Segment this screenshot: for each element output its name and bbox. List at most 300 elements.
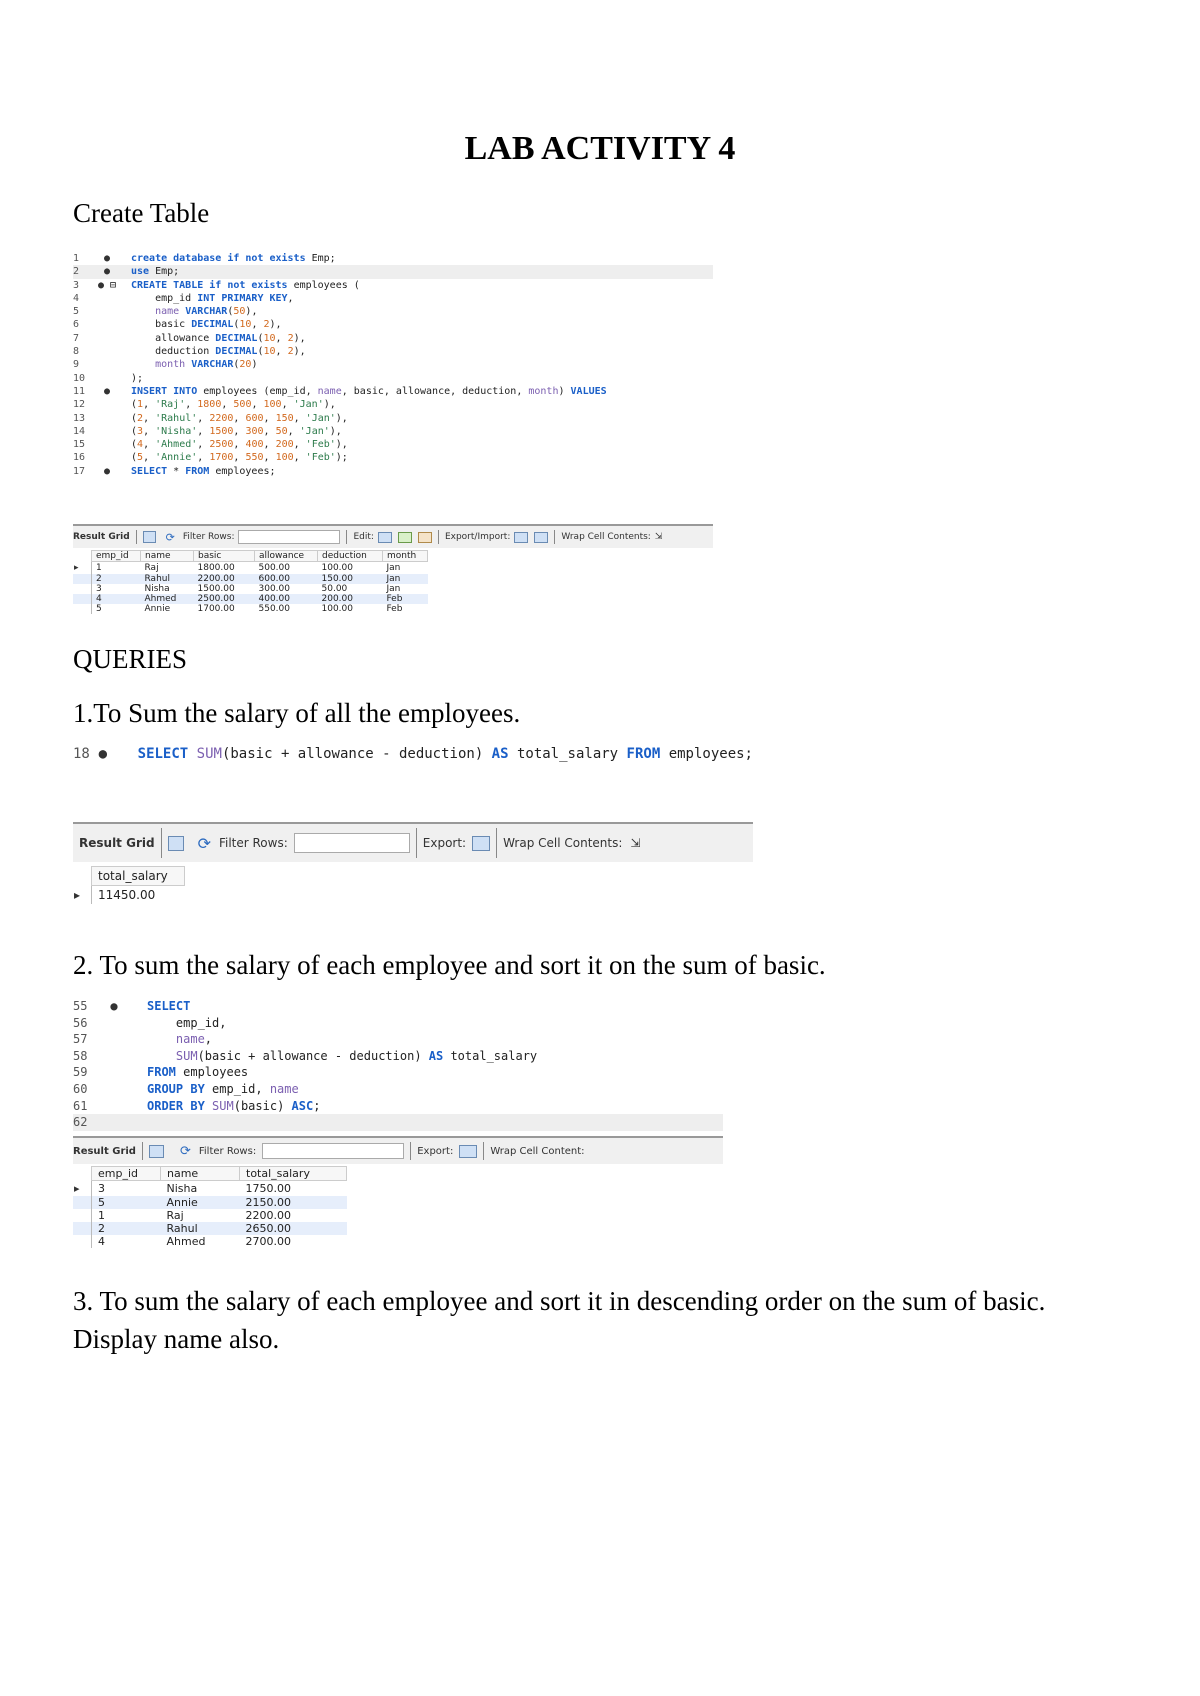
code-token: 300: [245, 425, 264, 437]
code-line[interactable]: [73, 1064, 723, 1081]
code-token: );: [335, 452, 348, 464]
table-cell[interactable]: 3: [96, 583, 102, 594]
code-token: ,: [143, 452, 156, 464]
table-cell[interactable]: 2150.00: [240, 1196, 347, 1209]
row-marker-header: [73, 1167, 92, 1181]
table-cell[interactable]: Rahul: [161, 1222, 240, 1235]
code-token: 50: [233, 306, 246, 318]
code-token: SUM: [196, 746, 222, 762]
line-number: 60: [73, 1081, 88, 1096]
code-token: ,: [251, 399, 264, 411]
line-number: 1: [73, 253, 80, 264]
code-line[interactable]: [73, 385, 713, 398]
line-number: 14: [73, 425, 86, 437]
code-token: CREATE TABLE if not exists: [131, 279, 294, 291]
code-token: (: [227, 306, 234, 318]
code-token: ,: [143, 425, 156, 437]
code-token: 5: [137, 452, 144, 464]
filter-rows-label: Filter Rows:: [218, 836, 288, 850]
code-token: employees;: [215, 465, 276, 477]
code-token: 4: [137, 439, 144, 451]
code-token: employees (: [293, 279, 360, 291]
code-token: ,: [233, 452, 246, 464]
line-number: 5: [73, 306, 80, 318]
row-pointer-icon: ▸: [73, 1181, 92, 1196]
code-line[interactable]: [73, 1015, 723, 1032]
code-token: , basic, allowance, deduction,: [341, 385, 529, 397]
export-import-label: Export/Import:: [444, 532, 511, 542]
filter-rows-label: Filter Rows:: [182, 532, 235, 542]
code-token: 1700: [209, 452, 234, 464]
code-token: VARCHAR: [191, 359, 234, 371]
table-cell[interactable]: Nisha: [166, 1181, 198, 1195]
table-cell[interactable]: 4: [98, 1234, 105, 1248]
code-editor-query-2: [73, 998, 723, 1131]
line-number: 11: [73, 385, 86, 397]
code-token: 2500: [209, 439, 234, 451]
code-token: SUM: [147, 1048, 198, 1063]
code-line[interactable]: [73, 438, 713, 451]
code-token: 2: [287, 346, 294, 358]
grid-icon[interactable]: [168, 836, 184, 851]
table-cell[interactable]: 200.00: [318, 594, 383, 604]
code-token: ,: [281, 399, 294, 411]
table-cell[interactable]: 550.00: [258, 603, 290, 614]
statement-marker-icon: ●: [98, 746, 108, 762]
line-number: 6: [73, 319, 80, 331]
export-label: Export:: [422, 836, 467, 850]
code-token: ,: [233, 425, 246, 437]
code-token: (: [233, 359, 240, 371]
code-line[interactable]: [73, 345, 713, 358]
code-token: ,: [287, 425, 300, 437]
table-cell[interactable]: 5: [92, 1196, 161, 1209]
export-label: Export:: [417, 1145, 454, 1157]
table-row[interactable]: [73, 594, 428, 604]
table-cell[interactable]: 1500.00: [197, 583, 235, 594]
code-token: (: [131, 425, 138, 437]
code-token: ,: [233, 412, 246, 424]
line-number: 7: [73, 332, 80, 344]
statement-marker-icon: ●: [103, 465, 111, 477]
code-token: month: [131, 359, 192, 371]
line-number: 8: [73, 346, 80, 358]
line-number: 15: [73, 439, 86, 451]
table-cell[interactable]: 2: [92, 1222, 161, 1235]
column-header[interactable]: name: [161, 1167, 240, 1181]
line-number: 4: [73, 292, 80, 304]
code-token: ),: [329, 425, 342, 437]
table-cell[interactable]: Annie: [161, 1196, 240, 1209]
line-number: 58: [73, 1048, 88, 1063]
table-row[interactable]: [73, 604, 428, 614]
section-create-table: Create Table: [73, 198, 210, 228]
edit-label: Edit:: [353, 532, 374, 542]
row-pointer-icon: [73, 1235, 92, 1248]
code-line[interactable]: [73, 465, 713, 478]
code-token: emp_id,: [147, 1015, 227, 1030]
export-icon[interactable]: [514, 532, 528, 543]
result-grid-tab[interactable]: Result Grid: [73, 532, 130, 542]
line-number: 2: [73, 266, 80, 278]
code-token: 50: [275, 425, 288, 437]
code-token: 'Jan': [305, 412, 336, 424]
code-token: employees;: [668, 746, 753, 762]
question-1: 1.To Sum the salary of all the employees.: [73, 698, 521, 728]
table-row[interactable]: [73, 886, 185, 905]
filter-rows-label: Filter Rows:: [198, 1145, 257, 1157]
code-token: (: [131, 412, 138, 424]
table-cell[interactable]: 1: [96, 562, 102, 573]
code-token: ,: [233, 439, 246, 451]
code-line[interactable]: [73, 372, 713, 385]
code-token: ,: [251, 319, 264, 331]
table-cell[interactable]: 2500.00: [194, 594, 255, 604]
code-line[interactable]: [73, 332, 713, 345]
table-cell[interactable]: 5: [96, 603, 102, 614]
table-cell[interactable]: 2200.00: [245, 1208, 291, 1222]
line-number: 55: [73, 999, 88, 1013]
table-cell[interactable]: Feb: [386, 603, 403, 614]
code-line[interactable]: [73, 998, 723, 1015]
result-panel-employees: [73, 524, 713, 614]
table-cell[interactable]: 1700.00: [197, 603, 235, 614]
code-line[interactable]: [73, 279, 713, 292]
code-token: ;: [313, 1098, 321, 1113]
refresh-icon[interactable]: ⟳: [179, 1143, 191, 1159]
code-token: ): [558, 385, 571, 397]
table-row[interactable]: [73, 1181, 347, 1196]
table-cell[interactable]: Jan: [383, 574, 428, 584]
code-token: (: [233, 319, 240, 331]
code-token: total_salary: [450, 1048, 538, 1063]
table-cell[interactable]: 1800.00: [197, 562, 235, 573]
edit-row-icon[interactable]: [378, 532, 392, 543]
code-token: (: [131, 439, 138, 451]
table-cell[interactable]: 150.00: [318, 574, 383, 584]
result-panel-query-2: [73, 1136, 723, 1248]
table-cell[interactable]: Ahmed: [166, 1234, 206, 1248]
filter-rows-input[interactable]: [262, 1143, 404, 1159]
code-token: 2: [263, 319, 270, 331]
code-token: 'Nisha': [155, 425, 198, 437]
code-line[interactable]: [73, 398, 713, 411]
code-token: ),: [293, 332, 306, 344]
table-cell[interactable]: Jan: [386, 562, 401, 573]
code-token: 20: [239, 359, 252, 371]
code-token: employees (emp_id,: [203, 385, 318, 397]
code-line[interactable]: [73, 451, 713, 464]
statement-marker-icon: ●: [103, 253, 111, 264]
line-number: 61: [73, 1098, 88, 1113]
code-token: 'Feb': [305, 439, 336, 451]
table-cell[interactable]: 400.00: [255, 594, 318, 604]
code-token: name: [131, 306, 186, 318]
table-cell[interactable]: 2700.00: [245, 1234, 291, 1248]
table-row[interactable]: [73, 1235, 347, 1248]
table-cell[interactable]: 1750.00: [245, 1181, 291, 1195]
code-line[interactable]: [73, 318, 713, 331]
import-icon[interactable]: [534, 532, 548, 543]
code-token: ,: [197, 425, 210, 437]
wrap-cell-icon[interactable]: ⇲: [654, 532, 663, 542]
filter-rows-input[interactable]: [294, 833, 410, 853]
column-header[interactable]: total_salary: [92, 867, 185, 886]
statement-marker-icon: ●: [103, 266, 111, 278]
code-token: 1: [137, 399, 144, 411]
wrap-cell-label: Wrap Cell Content:: [490, 1145, 585, 1157]
code-token: ,: [293, 452, 306, 464]
code-line[interactable]: [73, 1114, 723, 1131]
code-token: );: [131, 372, 144, 384]
table-cell[interactable]: Feb: [383, 594, 428, 604]
line-number: 13: [73, 412, 86, 424]
table-cell[interactable]: 11450.00: [98, 888, 156, 902]
delete-row-icon[interactable]: [418, 532, 432, 543]
code-token: ,: [185, 399, 198, 411]
code-line[interactable]: [73, 425, 713, 438]
code-line[interactable]: [73, 744, 753, 764]
code-token: 500: [233, 399, 252, 411]
code-token: ,: [263, 425, 276, 437]
wrap-cell-label: Wrap Cell Contents:: [561, 532, 651, 542]
code-line[interactable]: [73, 1081, 723, 1098]
code-token: ,: [263, 452, 276, 464]
code-line[interactable]: [73, 252, 713, 265]
table-cell[interactable]: 500.00: [258, 562, 290, 573]
code-token: 'Feb': [305, 452, 336, 464]
code-line[interactable]: [73, 305, 713, 318]
table-row[interactable]: [73, 1196, 347, 1209]
code-token: ),: [293, 346, 306, 358]
question-3-continued: Display name also.: [73, 1324, 280, 1354]
code-token: VALUES: [570, 385, 607, 397]
table-cell[interactable]: 300.00: [258, 583, 290, 594]
table-cell[interactable]: 100.00: [321, 603, 353, 614]
line-number: 57: [73, 1032, 88, 1047]
code-token: ORDER BY: [147, 1098, 213, 1113]
table-row[interactable]: [73, 562, 428, 574]
line-number: 9: [73, 359, 80, 371]
code-token: SELECT: [131, 465, 174, 477]
code-token: Emp;: [311, 253, 336, 264]
code-line[interactable]: [73, 265, 713, 278]
code-token: ,: [263, 439, 276, 451]
code-line[interactable]: [73, 412, 713, 425]
code-token: 100: [275, 452, 294, 464]
table-row[interactable]: [73, 1209, 347, 1222]
code-token: (: [131, 399, 138, 411]
code-token: 'Jan': [293, 399, 324, 411]
code-token: 3: [137, 425, 144, 437]
column-header[interactable]: month: [383, 551, 428, 562]
column-header[interactable]: allowance: [255, 551, 318, 562]
table-cell[interactable]: 600.00: [255, 574, 318, 584]
code-line[interactable]: [73, 358, 713, 371]
table-cell[interactable]: 100.00: [321, 562, 353, 573]
code-token: (basic): [233, 1098, 292, 1113]
column-header[interactable]: basic: [194, 551, 255, 562]
table-row[interactable]: [73, 584, 428, 594]
code-token: ,: [197, 439, 210, 451]
table-row[interactable]: [73, 574, 428, 584]
row-marker-header: [73, 867, 92, 886]
code-token: ,: [275, 332, 288, 344]
code-token: employees: [183, 1065, 249, 1080]
code-token: (: [131, 452, 138, 464]
code-token: 2200: [209, 412, 234, 424]
row-pointer-icon: [73, 1196, 92, 1209]
result-table-sorted-salary: [73, 1166, 347, 1248]
code-token: ,: [287, 292, 294, 304]
table-cell[interactable]: Raj: [144, 562, 159, 573]
code-token: 150: [275, 412, 294, 424]
code-token: ),: [323, 399, 336, 411]
code-token: 'Raj': [155, 399, 186, 411]
column-header[interactable]: emp_id: [92, 551, 141, 562]
code-token: month: [528, 385, 559, 397]
row-pointer-icon: ▸: [73, 886, 92, 905]
column-header[interactable]: name: [141, 551, 194, 562]
code-token: 600: [245, 412, 264, 424]
result-table-total-salary: [73, 866, 185, 904]
code-token: FROM: [626, 746, 669, 762]
code-token: GROUP BY: [147, 1081, 213, 1096]
code-token: allowance: [131, 332, 216, 344]
section-queries: QUERIES: [73, 644, 187, 674]
code-token: AS: [428, 1048, 451, 1063]
grid-icon[interactable]: [149, 1145, 164, 1158]
statement-marker-icon: ●: [103, 385, 111, 397]
refresh-icon[interactable]: ⟳: [165, 530, 175, 544]
table-cell[interactable]: Annie: [144, 603, 171, 614]
code-line[interactable]: [73, 1048, 723, 1065]
add-row-icon[interactable]: [398, 532, 412, 543]
line-number: 12: [73, 399, 86, 411]
code-token: SUM: [212, 1098, 234, 1113]
code-token: 10: [263, 346, 276, 358]
line-number: 56: [73, 1015, 88, 1030]
code-token: *: [173, 465, 186, 477]
table-cell[interactable]: Ahmed: [141, 594, 194, 604]
table-cell[interactable]: Rahul: [141, 574, 194, 584]
code-token: ,: [197, 412, 210, 424]
export-icon[interactable]: [459, 1145, 477, 1158]
code-token: ,: [275, 346, 288, 358]
line-number: 59: [73, 1065, 88, 1080]
row-pointer-icon: [73, 604, 92, 614]
code-line[interactable]: [73, 1098, 723, 1115]
code-token: FROM: [185, 465, 216, 477]
code-token: VARCHAR: [185, 306, 228, 318]
row-pointer-icon: [73, 574, 92, 584]
line-number: 10: [73, 372, 86, 384]
table-cell[interactable]: 2: [92, 574, 141, 584]
export-icon[interactable]: [472, 836, 490, 851]
column-header[interactable]: emp_id: [92, 1167, 161, 1181]
code-token: ,: [197, 452, 210, 464]
row-pointer-icon: [73, 1222, 92, 1235]
code-token: name: [147, 1032, 205, 1047]
code-token: create database if not exists: [131, 253, 312, 264]
code-token: INSERT INTO: [131, 385, 204, 397]
code-token: 400: [245, 439, 264, 451]
wrap-cell-label: Wrap Cell Contents:: [503, 836, 623, 850]
code-token: DECIMAL: [191, 319, 234, 331]
line-number: 16: [73, 452, 86, 464]
line-number: 17: [73, 465, 86, 477]
question-3: 3. To sum the salary of each employee and sort it in descending order on the sum of basic.: [73, 1286, 1046, 1316]
code-token: SELECT: [147, 999, 191, 1013]
code-token: INT PRIMARY KEY: [197, 292, 288, 304]
table-cell[interactable]: Jan: [386, 583, 401, 594]
code-token: 'Annie': [155, 452, 198, 464]
table-row[interactable]: [73, 1222, 347, 1235]
code-token: (basic + allowance - deduction): [221, 746, 492, 762]
table-cell[interactable]: Nisha: [144, 583, 170, 594]
result-grid-tab[interactable]: Result Grid: [73, 1145, 136, 1157]
table-cell[interactable]: Raj: [166, 1208, 184, 1222]
grid-icon[interactable]: [143, 531, 156, 543]
code-token: AS: [491, 746, 517, 762]
column-header[interactable]: total_salary: [240, 1167, 347, 1181]
filter-rows-input[interactable]: [238, 530, 340, 544]
code-token: ),: [335, 412, 348, 424]
page-title: LAB ACTIVITY 4: [464, 130, 736, 167]
code-token: ),: [335, 439, 348, 451]
code-token: ): [251, 359, 258, 371]
row-pointer-icon: [73, 594, 92, 604]
code-token: use: [131, 266, 156, 278]
line-number: 3: [73, 279, 80, 291]
code-token: ,: [293, 412, 306, 424]
code-line[interactable]: [73, 292, 713, 305]
code-token: (basic + allowance - deduction): [197, 1048, 429, 1063]
code-token: ,: [143, 412, 156, 424]
column-header[interactable]: deduction: [318, 551, 383, 562]
code-line[interactable]: [73, 1031, 723, 1048]
code-token: 'Rahul': [155, 412, 198, 424]
table-cell[interactable]: 4: [92, 594, 141, 604]
result-panel-query-1: [73, 822, 753, 904]
code-token: Emp;: [155, 266, 180, 278]
table-cell[interactable]: 2650.00: [240, 1222, 347, 1235]
result-grid-tab[interactable]: Result Grid: [79, 836, 155, 850]
code-token: name: [269, 1081, 299, 1096]
row-pointer-icon: ▸: [73, 562, 92, 574]
row-pointer-icon: [73, 1209, 92, 1222]
code-token: ,: [143, 399, 156, 411]
code-token: ),: [245, 306, 258, 318]
row-marker-header: [73, 551, 92, 562]
refresh-icon[interactable]: ⟳: [197, 833, 211, 853]
code-token: DECIMAL: [215, 346, 258, 358]
table-cell[interactable]: 1: [98, 1208, 105, 1222]
table-cell[interactable]: 3: [98, 1181, 105, 1195]
table-cell[interactable]: 2200.00: [194, 574, 255, 584]
code-editor-create-table: [73, 252, 713, 478]
table-cell[interactable]: 50.00: [321, 583, 348, 594]
line-number: 18: [73, 746, 90, 762]
code-token: ASC: [291, 1098, 314, 1113]
code-token: 10: [263, 332, 276, 344]
code-token: (: [257, 346, 264, 358]
code-token: 100: [263, 399, 282, 411]
code-token: ,: [143, 439, 156, 451]
code-token: ,: [204, 1032, 213, 1047]
statement-marker-icon: ●: [110, 999, 118, 1013]
wrap-cell-icon[interactable]: ⇲: [630, 836, 641, 850]
